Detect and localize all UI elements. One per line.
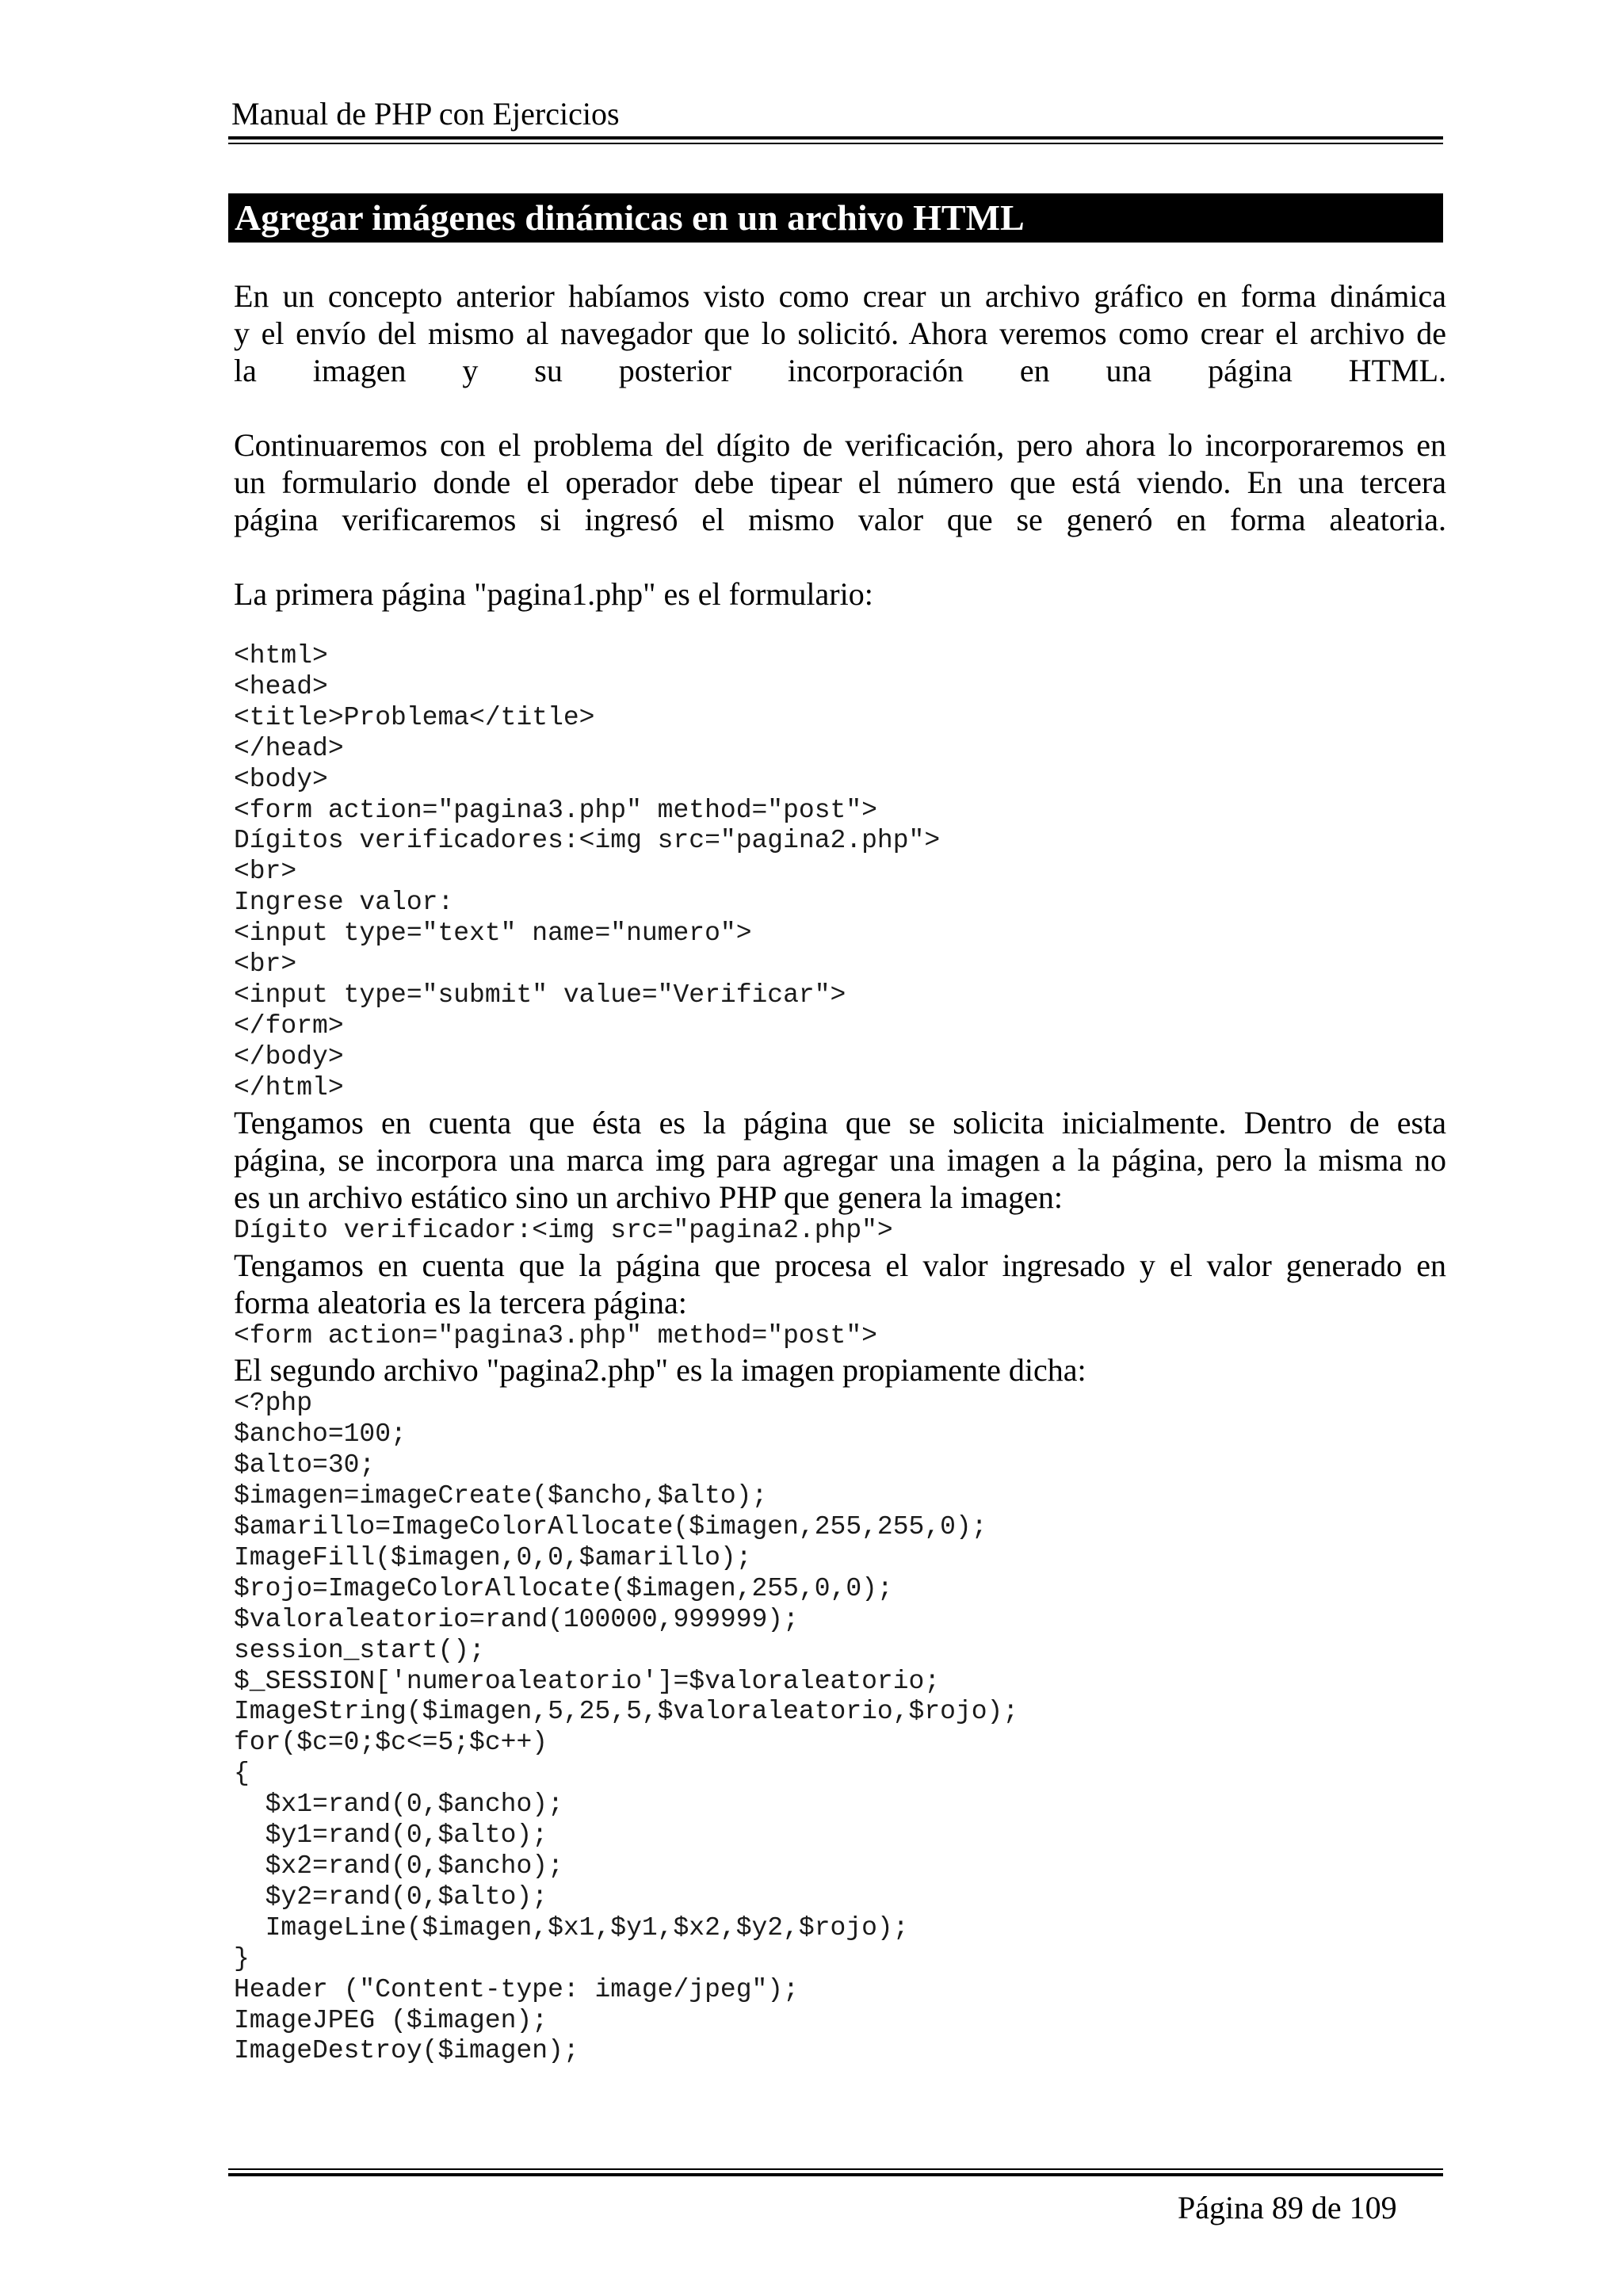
paragraph-line: Continuaremos con el problema del dígito de verificación, pero ahora lo incorporaremos en bbox=[234, 427, 1446, 463]
paragraph-line: forma aleatoria es la tercera página: bbox=[234, 1284, 687, 1320]
code-line: </html> bbox=[234, 1072, 344, 1102]
code-line: $alto=30; bbox=[234, 1450, 376, 1480]
code-line: <head> bbox=[234, 671, 328, 701]
code-line: <input type="text" name="numero"> bbox=[234, 919, 752, 949]
code-line: Header ("Content-type: image/jpeg"); bbox=[234, 1974, 799, 2004]
code-line: <body> bbox=[234, 764, 328, 794]
code-line: $x2=rand(0,$ancho); bbox=[234, 1851, 563, 1881]
paragraph-line: Tengamos en cuenta que la página que procesa el valor ingresado y el valor generado en bbox=[234, 1247, 1446, 1283]
section-title: Agregar imágenes dinámicas en un archivo HTML bbox=[235, 197, 1025, 238]
code-block-pagina1 bbox=[234, 641, 1446, 1104]
code-line: <html> bbox=[234, 641, 328, 670]
code-line: </head> bbox=[234, 733, 344, 763]
page-body bbox=[234, 277, 1446, 2067]
code-line: $ancho=100; bbox=[234, 1419, 407, 1450]
code-line: Dígitos verificadores:<img src="pagina2.php"> bbox=[234, 826, 941, 856]
paragraph-intro-image: El segundo archivo "pagina2.php" es la imagen propiamente dicha: bbox=[234, 1352, 1086, 1389]
code-line: $_SESSION['numeroaleatorio']=$valoraleatorio; bbox=[234, 1666, 941, 1696]
code-line: ImageFill($imagen,0,0,$amarillo); bbox=[234, 1542, 752, 1572]
code-line: <form action="pagina3.php" method="post"> bbox=[234, 795, 877, 825]
paragraph-line: En un concepto anterior habíamos visto como crear un archivo gráfico en forma dinámica bbox=[234, 278, 1446, 314]
code-line: </body> bbox=[234, 1041, 344, 1072]
paragraph-line: la imagen y su posterior incorporación en una página HTML. bbox=[234, 353, 1446, 388]
header-rule-thick bbox=[228, 136, 1443, 139]
code-line: $y2=rand(0,$alto); bbox=[234, 1881, 548, 1912]
code-snippet-img: Dígito verificador:<img src="pagina2.php"> bbox=[234, 1215, 893, 1245]
code-line: <title>Problema</title> bbox=[234, 702, 595, 732]
page-number: Página 89 de 109 bbox=[1178, 2190, 1397, 2225]
code-block-pagina2 bbox=[234, 1389, 1446, 2067]
code-line: for($c=0;$c<=5;$c++) bbox=[234, 1728, 548, 1758]
footer-rule-thin bbox=[228, 2168, 1443, 2170]
code-line: ImageLine($imagen,$x1,$y1,$x2,$y2,$rojo); bbox=[234, 1912, 909, 1943]
footer-rule-thick bbox=[228, 2173, 1443, 2176]
code-line: $y1=rand(0,$alto); bbox=[234, 1820, 548, 1851]
paragraph-line: página verificaremos si ingresó el mismo valor que se generó en forma aleatoria. bbox=[234, 502, 1446, 537]
code-line: </form> bbox=[234, 1010, 344, 1041]
paragraph-line: es un archivo estático sino un archivo PHP que genera la imagen: bbox=[234, 1179, 1063, 1215]
code-line: <?php bbox=[234, 1389, 313, 1419]
code-line: $valoraleatorio=rand(100000,999999); bbox=[234, 1604, 799, 1634]
code-line: ImageString($imagen,5,25,5,$valoraleatorio,$rojo); bbox=[234, 1697, 1019, 1727]
code-line: $rojo=ImageColorAllocate($imagen,255,0,0); bbox=[234, 1573, 893, 1603]
code-line: ImageDestroy($imagen); bbox=[234, 2036, 579, 2066]
paragraph-line: Tengamos en cuenta que ésta es la página que se solicita inicialmente. Dentro de esta bbox=[234, 1104, 1446, 1140]
code-snippet-form: <form action="pagina3.php" method="post"> bbox=[234, 1320, 877, 1350]
header-rule-thin bbox=[228, 143, 1443, 144]
code-line: ImageJPEG ($imagen); bbox=[234, 2005, 548, 2035]
code-line: $amarillo=ImageColorAllocate($imagen,255,255,0); bbox=[234, 1512, 987, 1542]
paragraph-line: un formulario donde el operador debe tipear el número que está viendo. En una tercera bbox=[234, 464, 1446, 500]
code-line: <br> bbox=[234, 857, 297, 887]
code-line: { bbox=[234, 1759, 250, 1789]
paragraph-intro-form: La primera página "pagina1.php" es el formulario: bbox=[234, 576, 873, 612]
document-header-title: Manual de PHP con Ejercicios bbox=[231, 96, 620, 132]
paragraph-line: página, se incorpora una marca img para agregar una imagen a la página, pero la misma no bbox=[234, 1141, 1446, 1178]
code-line: $x1=rand(0,$ancho); bbox=[234, 1790, 563, 1820]
code-line: $imagen=imageCreate($ancho,$alto); bbox=[234, 1481, 768, 1511]
code-line: } bbox=[234, 1943, 250, 1973]
code-line: <input type="submit" value="Verificar"> bbox=[234, 980, 846, 1010]
code-line: Ingrese valor: bbox=[234, 888, 454, 918]
code-line: session_start(); bbox=[234, 1635, 485, 1665]
paragraph-line: y el envío del mismo al navegador que lo solicitó. Ahora veremos como crear el archivo de bbox=[234, 315, 1446, 351]
code-line: <br> bbox=[234, 949, 297, 980]
